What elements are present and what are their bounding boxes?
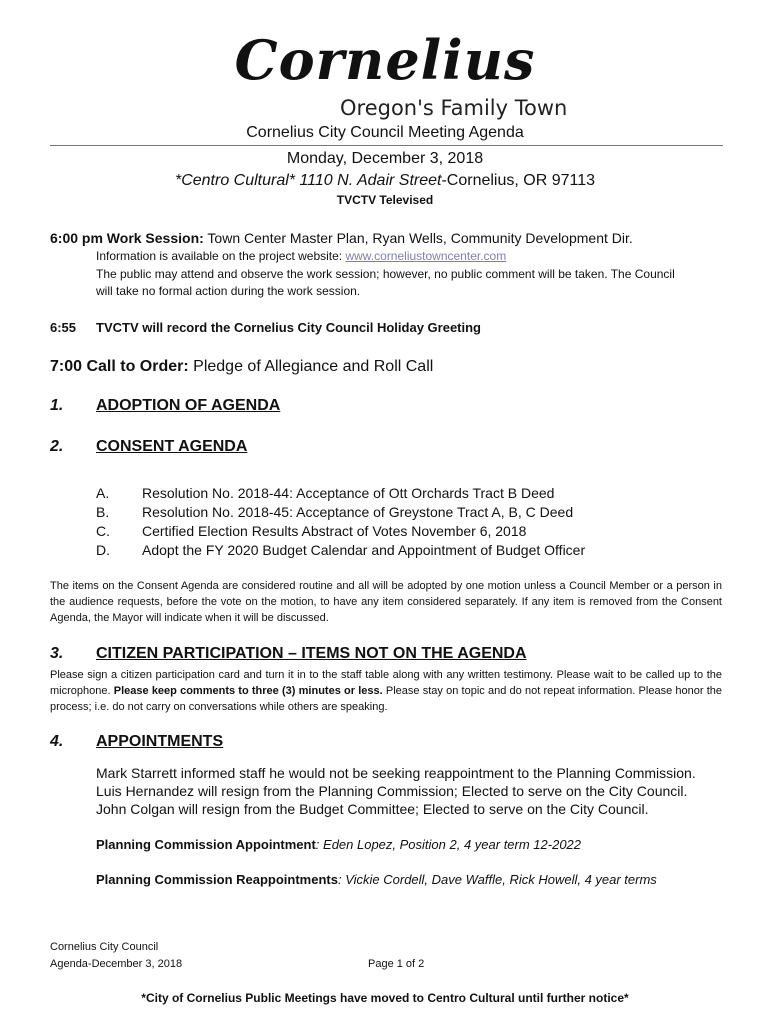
consent-item-letter: B. bbox=[96, 504, 110, 520]
consent-item-letter: D. bbox=[96, 542, 110, 558]
planning-commission-appointment bbox=[96, 837, 581, 852]
location-venue: *Centro Cultural* 1110 N. Adair Street bbox=[174, 172, 442, 189]
consent-item-text: Adopt the FY 2020 Budget Calendar and Appointment of Budget Officer bbox=[142, 542, 586, 558]
call-to-order-label: 7:00 Call to Order: bbox=[50, 358, 189, 375]
appointment-value: : Eden Lopez, Position 2, 4 year term 12-2022 bbox=[315, 837, 582, 852]
section-1-number: 1. bbox=[50, 397, 64, 414]
reappointment-value: : Vickie Cordell, Dave Waffle, Rick Howell, 4 year terms bbox=[337, 872, 657, 887]
reappointment-label: Planning Commission Reappointments bbox=[96, 872, 338, 887]
work-session-description: Town Center Master Plan, Ryan Wells, Community Development Dir. bbox=[203, 230, 633, 246]
citizen-note-part1: Please sign a citizen participation card and turn it in to the staff table along with any written testimony. Please wait to be called up to the microphone. bbox=[50, 669, 722, 697]
holiday-time: 6:55 bbox=[50, 320, 77, 335]
citizen-note-time-limit: Please keep comments to three (3) minutes or less. bbox=[113, 685, 383, 697]
header-divider bbox=[50, 145, 723, 146]
location-city: -Cornelius, OR 97113 bbox=[441, 172, 596, 189]
work-session-note-2: will take no formal action during the work session. bbox=[96, 284, 361, 298]
agenda-title: Cornelius City Council Meeting Agenda bbox=[246, 124, 524, 141]
work-session-info bbox=[96, 249, 506, 263]
footer-page-number: Page 1 of 2 bbox=[368, 958, 425, 970]
section-3-title: CITIZEN PARTICIPATION – ITEMS NOT ON THE AGENDA bbox=[96, 645, 527, 662]
consent-item-text: Resolution No. 2018-44: Acceptance of Ott Orchards Tract B Deed bbox=[142, 485, 555, 501]
appointment-note: Mark Starrett informed staff he would not be seeking reappointment to the Planning Commission. bbox=[96, 765, 696, 781]
citizen-participation-note bbox=[50, 667, 722, 715]
planning-commission-reappointments bbox=[96, 872, 657, 887]
work-session-line bbox=[50, 230, 633, 246]
work-session-note-1: The public may attend and observe the work session; however, no public comment will be taken. The Council bbox=[96, 267, 675, 281]
consent-agenda-note: The items on the Consent Agenda are considered routine and all will be adopted by one motion unless a Council Member or a person in the audience requests, before the vote on the motion, to have any item considered separately. If any item is removed from the Consent Agenda, the Mayor will indicate when it will be discussed. bbox=[50, 580, 722, 624]
footer-org: Cornelius City Council bbox=[50, 941, 159, 953]
appointment-note: Luis Hernandez will resign from the Planning Commission; Elected to serve on the City Council. bbox=[96, 783, 688, 799]
section-4-number: 4. bbox=[50, 733, 64, 750]
appointment-note: John Colgan will resign from the Budget Committee; Elected to serve on the City Council. bbox=[96, 801, 649, 817]
consent-item-text: Resolution No. 2018-45: Acceptance of Greystone Tract A, B, C Deed bbox=[142, 504, 574, 520]
project-website-link[interactable]: www.corneliustowncenter.com bbox=[345, 249, 507, 263]
televised-note: TVCTV Televised bbox=[336, 193, 434, 207]
section-4-title: APPOINTMENTS bbox=[96, 733, 224, 750]
consent-item-text: Certified Election Results Abstract of Votes November 6, 2018 bbox=[142, 523, 527, 539]
consent-item-letter: A. bbox=[96, 485, 110, 501]
meeting-date: Monday, December 3, 2018 bbox=[286, 150, 484, 167]
section-1-title: ADOPTION OF AGENDA bbox=[96, 397, 281, 414]
work-session-label: 6:00 pm Work Session: bbox=[50, 230, 204, 246]
holiday-text: TVCTV will record the Cornelius City Council Holiday Greeting bbox=[96, 320, 481, 335]
meeting-location bbox=[0, 172, 770, 190]
appointment-label: Planning Commission Appointment bbox=[96, 837, 316, 852]
footer-notice: *City of Cornelius Public Meetings have moved to Centro Cultural until further notice* bbox=[141, 991, 629, 1005]
call-to-order bbox=[50, 358, 433, 376]
work-session-info-prefix: Information is available on the project website: bbox=[96, 249, 346, 263]
citizen-note-part2: Please stay on topic and do not repeat information. Please honor the process; i.e. do not carry on conversations while others are speaking. bbox=[50, 685, 723, 713]
consent-item-letter: C. bbox=[96, 523, 110, 539]
section-2-number: 2. bbox=[50, 438, 64, 455]
call-to-order-text: Pledge of Allegiance and Roll Call bbox=[188, 358, 434, 375]
section-3-number: 3. bbox=[50, 645, 64, 662]
footer-doc: Agenda-December 3, 2018 bbox=[50, 958, 183, 970]
logo-wordmark: Cornelius bbox=[234, 28, 536, 92]
section-2-title: CONSENT AGENDA bbox=[96, 438, 248, 455]
logo-tagline: Oregon's Family Town bbox=[340, 96, 568, 120]
